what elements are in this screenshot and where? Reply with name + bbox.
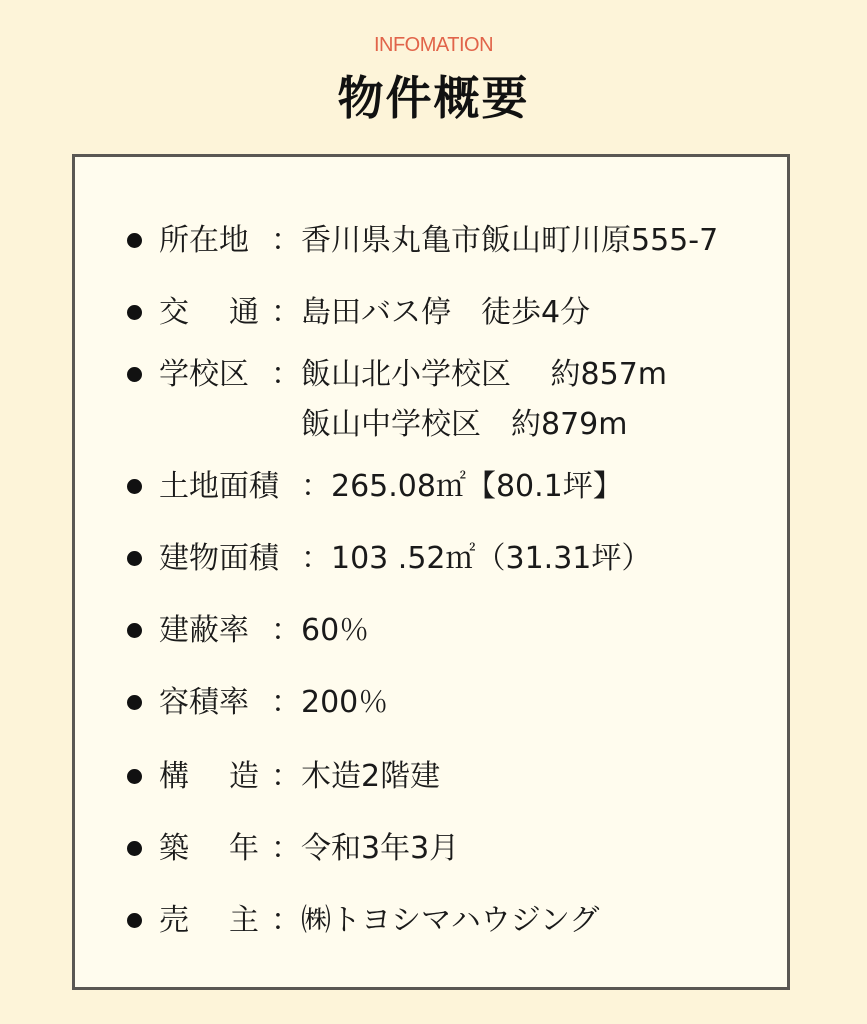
- item-label-part: 売: [159, 903, 189, 938]
- item-separator: ：: [271, 903, 301, 938]
- page-title: 物件概要: [337, 71, 530, 125]
- item-separator: ：: [271, 759, 301, 794]
- bullet-icon: [127, 551, 142, 566]
- bullet-icon: [127, 769, 142, 784]
- item-value: 200％: [301, 685, 389, 720]
- item-separator: ：: [301, 541, 331, 576]
- bullet-icon: [127, 841, 142, 856]
- bullet-icon: [127, 305, 142, 320]
- property-summary-panel: [72, 154, 790, 990]
- item-label: [159, 289, 259, 337]
- item-separator: ：: [301, 469, 331, 504]
- item-separator: ：: [271, 685, 301, 720]
- item-label-part: 通: [229, 295, 259, 330]
- bullet-icon: [127, 367, 142, 382]
- item-label: 所在地: [159, 223, 249, 258]
- bullet-icon: [127, 695, 142, 710]
- item-value: 飯山北小学校区 約857m: [301, 357, 668, 392]
- bullet-icon: [127, 233, 142, 248]
- item-label: 学校区: [159, 357, 249, 392]
- item-label-part: 造: [229, 759, 259, 794]
- item-separator: ：: [271, 357, 301, 392]
- item-label: 建物面積: [159, 541, 279, 576]
- item-label: [159, 897, 259, 945]
- item-value: 103 .52㎡（31.31坪）: [331, 541, 652, 576]
- item-value-secondary: 飯山中学校区 約879m: [301, 407, 628, 442]
- item-separator: ：: [271, 831, 301, 866]
- item-label-part: 築: [159, 831, 189, 866]
- item-separator: ：: [271, 295, 301, 330]
- item-label: [159, 753, 259, 801]
- item-label-part: 主: [229, 903, 259, 938]
- item-label: 建蔽率: [159, 613, 249, 648]
- item-value: 265.08㎡【80.1坪】: [331, 469, 623, 504]
- bullet-icon: [127, 623, 142, 638]
- item-label: 土地面積: [159, 469, 279, 504]
- item-separator: ：: [271, 613, 301, 648]
- item-value: 木造2階建: [301, 759, 441, 794]
- eyebrow-label: INFOMATION: [373, 34, 494, 56]
- bullet-icon: [127, 479, 142, 494]
- item-value: 島田バス停 徒歩4分: [301, 295, 591, 330]
- item-label: 容積率: [159, 685, 249, 720]
- item-label-part: 交: [159, 295, 189, 330]
- item-label-part: 年: [229, 831, 259, 866]
- item-label: [159, 825, 259, 873]
- item-value: ㈱トヨシマハウジング: [301, 903, 600, 938]
- bullet-icon: [127, 913, 142, 928]
- item-value: 香川県丸亀市飯山町川原555-7: [301, 223, 719, 258]
- item-value: 令和3年3月: [301, 831, 460, 866]
- item-label-part: 構: [159, 759, 189, 794]
- item-value: 60％: [301, 613, 370, 648]
- item-separator: ：: [271, 223, 301, 258]
